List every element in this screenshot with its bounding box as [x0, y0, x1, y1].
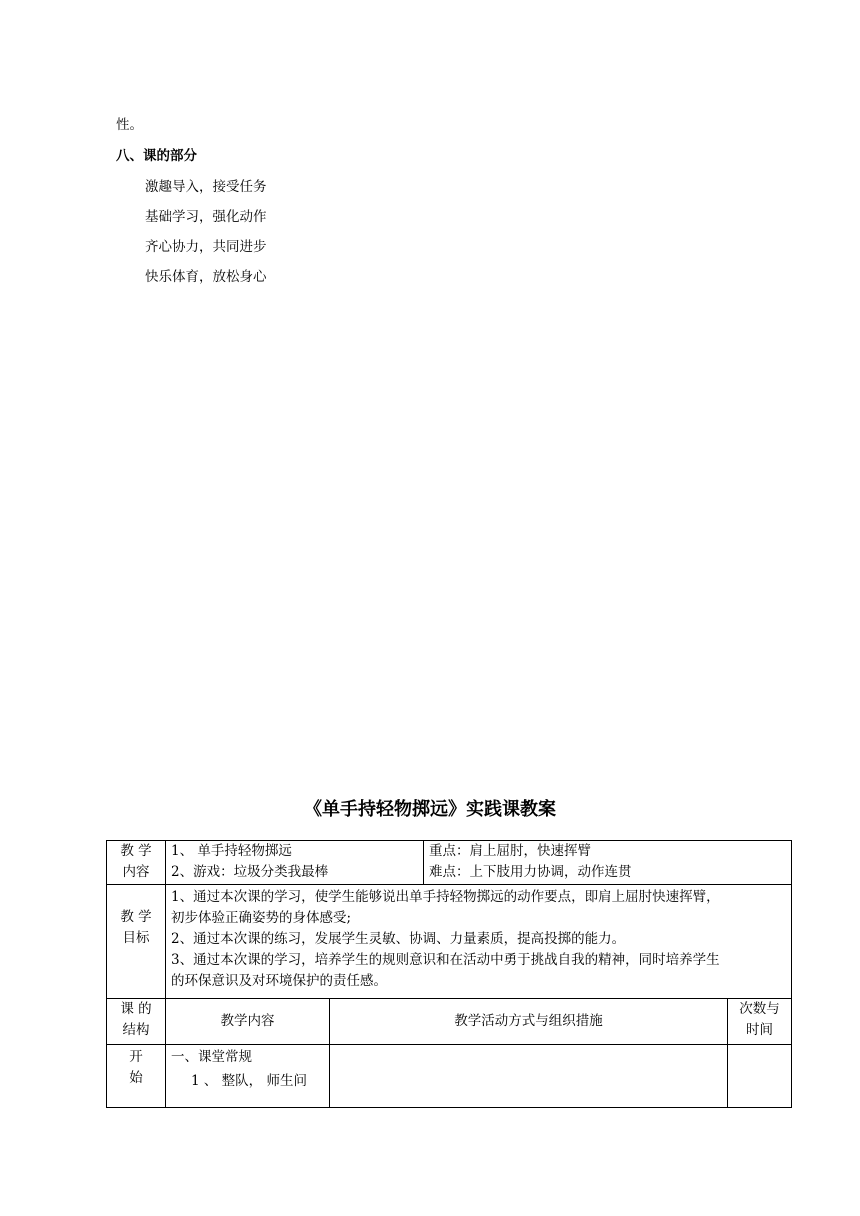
header-structure: 课 的 结构 — [107, 999, 166, 1045]
row-header — [107, 999, 792, 1045]
label-goals: 教 学 目标 — [107, 885, 166, 999]
lesson-part-item: 齐心协力，共同进步 — [145, 239, 267, 255]
goal-line: 的环保意识及对环境保护的责任感。 — [171, 973, 387, 989]
key-points — [424, 841, 792, 885]
row-content — [107, 841, 792, 885]
content-items — [166, 841, 424, 885]
section-heading: 八、课的部分 — [116, 148, 197, 164]
goal-line: 2、通过本次课的练习，发展学生灵敏、协调、力量素质，提高投掷的能力。 — [171, 931, 626, 947]
key-point: 重点：肩上屈肘，快速挥臂 — [429, 843, 591, 859]
start-time — [728, 1045, 792, 1108]
goal-line: 初步体验正确姿势的身体感受; — [171, 910, 352, 926]
difficult-point: 难点：上下肢用力协调，动作连贯 — [429, 864, 632, 880]
lesson-part-item: 快乐体育，放松身心 — [145, 269, 267, 285]
header-content: 教学内容 — [166, 999, 330, 1045]
goal-line: 1、通过本次课的学习，使学生能够说出单手持轻物掷远的动作要点，即肩上屈肘快速挥臂， — [171, 889, 720, 905]
header-time: 次数与 时间 — [728, 999, 792, 1045]
content-item: 1、 单手持轻物掷远 — [171, 843, 292, 859]
start-activity — [330, 1045, 728, 1108]
start-content: 一、课堂常规 1 、 整队， 师生问 — [166, 1045, 330, 1108]
header-activity: 教学活动方式与组织措施 — [330, 999, 728, 1045]
lesson-part-item: 激趣导入，接受任务 — [145, 179, 267, 195]
goals-list — [166, 885, 792, 999]
content-item: 2、游戏：垃圾分类我最棒 — [171, 864, 329, 880]
lesson-plan-table — [106, 840, 792, 1108]
label-content: 教 学 内容 — [107, 841, 166, 885]
lesson-plan-title: 《单手持轻物掷远》实践课教案 — [304, 799, 556, 820]
paragraph-tail: 性。 — [116, 117, 143, 133]
lesson-part-item: 基础学习，强化动作 — [145, 209, 267, 225]
start-structure: 开 始 — [107, 1045, 166, 1108]
row-goals — [107, 885, 792, 999]
goal-line: 3、通过本次课的学习，培养学生的规则意识和在活动中勇于挑战自我的精神，同时培养学生 — [171, 952, 720, 968]
row-start — [107, 1045, 792, 1108]
